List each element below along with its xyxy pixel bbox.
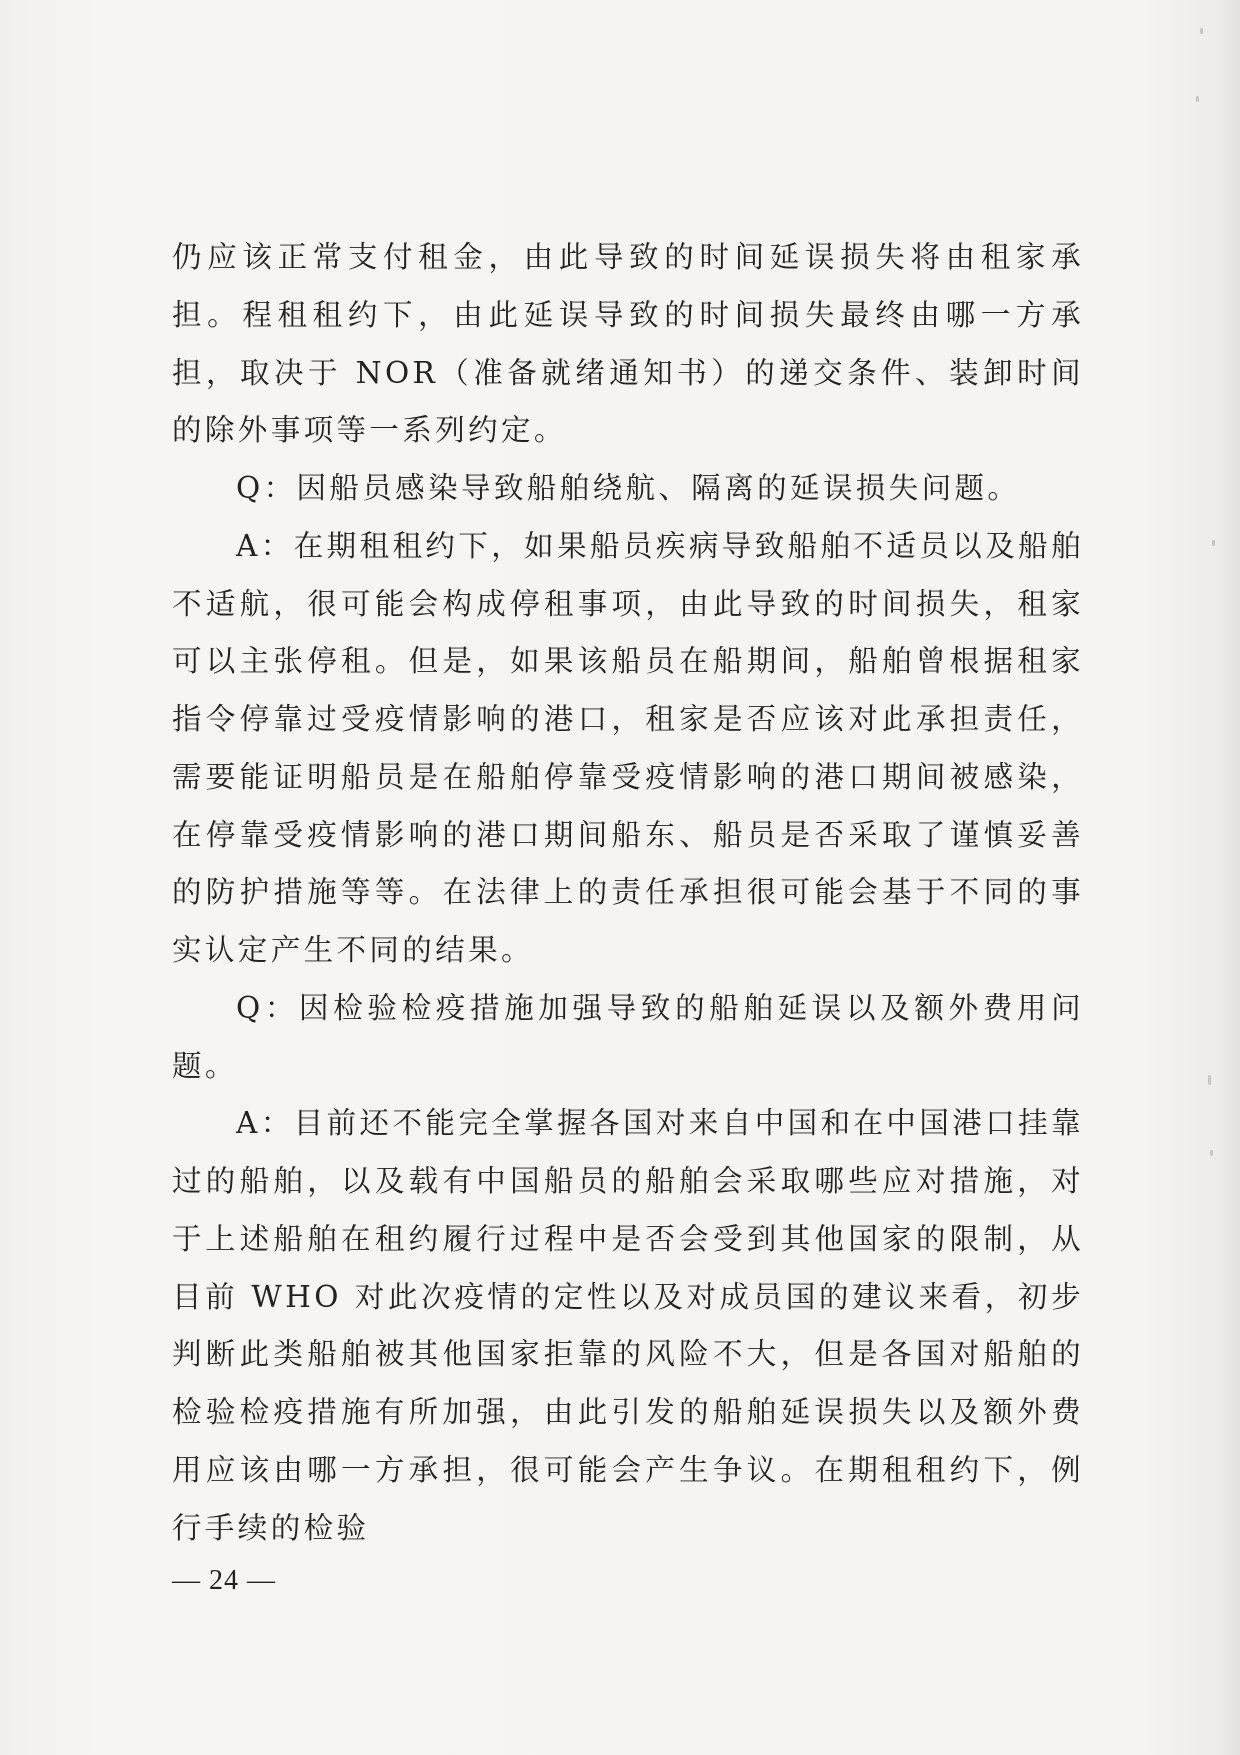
scan-speck	[1196, 96, 1199, 102]
question-paragraph: Q：因检验检疫措施加强导致的船舶延误以及额外费用问题。	[172, 990, 1084, 1083]
document-body	[172, 229, 1084, 1557]
page-number: — 24 —	[172, 1565, 276, 1596]
scan-speck	[1212, 540, 1215, 546]
answer-paragraph: A：目前还不能完全掌握各国对来自中国和在中国港口挂靠过的船舶，以及载有中国船员的船舶会采取哪些应对措施，对于上述船舶在租约履行过程中是否会受到其他国家的限制，从目前 WHO 对此次疫情的定性以及对成员国的建议来看，初步判断此类船舶被其他国家拒靠的风险不大，但是各国对船舶的检验检疫措施有所加强，由此引发的船舶延误损失以及额外费用应该由哪一方承担，很可能会产生争议。在期租租约下，例行手续的检验	[172, 1106, 1084, 1545]
question-paragraph: Q：因船员感染导致船舶绕航、隔离的延误损失问题。	[236, 471, 1021, 505]
scan-speck	[1208, 1075, 1211, 1085]
scan-speck	[1210, 1150, 1213, 1156]
paragraph-continuation: 仍应该正常支付租金，由此导致的时间延误损失将由租家承担。程租租约下，由此延误导致的时间损失最终由哪一方承担，取决于 NOR（准备就绪通知书）的递交条件、装卸时间的除外事项等一系列约定。	[172, 240, 1084, 448]
scan-speck	[1200, 28, 1203, 34]
answer-paragraph: A：在期租租约下，如果船员疾病导致船舶不适员以及船舶不适航，很可能会构成停租事项，由此导致的时间损失，租家可以主张停租。但是，如果该船员在船期间，船舶曾根据租家指令停靠过受疫情影响的港口，租家是否应该对此承担责任，需要能证明船员是在船舶停靠受疫情影响的港口期间被感染，在停靠受疫情影响的港口期间船东、船员是否采取了谨慎妥善的防护措施等等。在法律上的责任承担很可能会基于不同的事实认定产生不同的结果。	[172, 528, 1084, 967]
